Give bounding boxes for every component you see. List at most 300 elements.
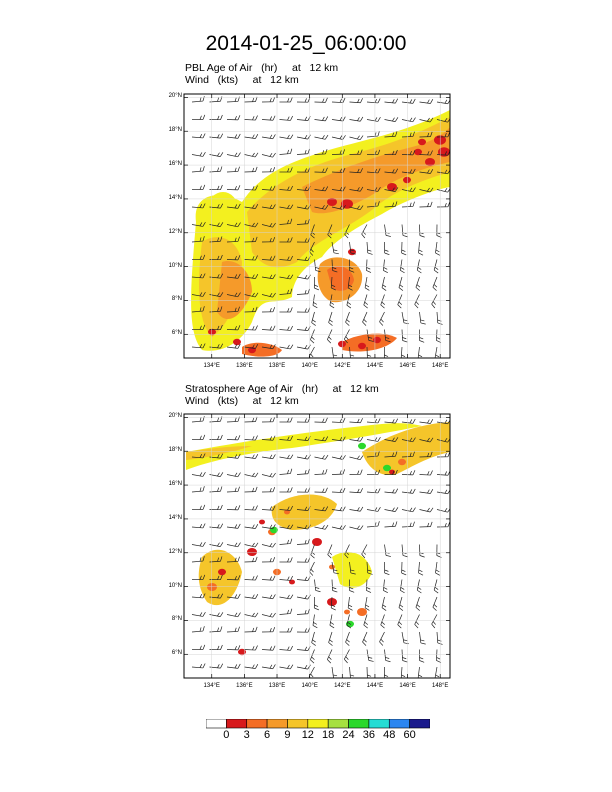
wind-barb [385,562,390,575]
pbl-field-deep-orange-se [342,334,397,352]
wind-barb [245,594,258,598]
strat-field-green-cell [383,465,391,471]
wind-barb [332,418,345,423]
strat-lon-label: 140°E [301,683,318,689]
wind-barb [329,632,333,646]
strat-field-red-cell [259,520,265,525]
wind-barb [398,295,402,309]
wind-barb [245,557,258,562]
wind-barb [402,562,407,575]
wind-barb [367,488,380,492]
wind-barb [402,545,408,557]
wind-barb [210,505,223,510]
wind-barb [313,615,317,628]
wind-barb [315,580,321,592]
wind-barb [280,307,293,312]
colorbar-swatch [287,719,307,728]
wind-barb [383,260,387,273]
wind-barb [332,525,346,529]
wind-barb [245,664,258,668]
wind-barb [297,595,310,599]
colorbar-swatch [226,719,246,728]
pbl-lat-label: 6°N [171,330,182,337]
wind-barb [332,488,345,493]
wind-barb [245,454,258,458]
wind-barb [280,576,293,580]
pbl-lon-label: 134°E [203,363,220,369]
pbl-lon-label: 144°E [366,363,384,369]
wind-barb [350,117,363,121]
strat-field-yellow-sw [332,552,372,588]
wind-barb [314,597,319,610]
wind-barb [367,507,380,511]
colorbar-swatch [410,719,430,728]
wind-barb [367,418,380,422]
strat-field-red-cell [247,548,257,556]
wind-barb [245,613,259,617]
wind-barb [310,562,315,576]
pbl-field-red-cell [327,198,337,206]
wind-barb [385,225,391,237]
wind-barb [315,469,328,474]
colorbar-swatch [369,719,389,728]
wind-barb [245,97,258,102]
wind-barb [192,152,205,156]
wind-barb [434,260,438,274]
wind-barb [262,664,275,668]
wind-barb [297,665,310,669]
wind-barb [420,508,434,512]
wind-barb [262,543,276,547]
wind-barb [297,98,310,103]
wind-barb [310,330,314,344]
wind-barb [262,326,275,331]
pbl-map [182,92,452,374]
colorbar-swatch [247,719,267,728]
wind-barb [437,202,450,207]
strat-field-red-cell [344,610,350,615]
wind-barb [332,347,338,359]
pbl-map-panel [182,92,452,374]
wind-barb [245,627,258,632]
wind-barb [364,615,368,629]
wind-barb [332,469,345,474]
pbl-field-red-cell [418,139,426,145]
wind-barb [402,118,416,122]
wind-barb [227,543,241,547]
wind-barb [400,260,404,273]
wind-barb [311,545,315,559]
strat-field-red-cell [357,608,367,616]
wind-barb [297,289,309,295]
strat-lat-label: 16°N [168,481,182,488]
wind-barb [402,650,407,663]
wind-barb [210,134,223,138]
wind-barb [366,260,371,273]
wind-barb [416,277,420,291]
wind-barb [437,522,450,527]
wind-barb [210,166,222,172]
wind-barb [245,646,258,651]
wind-barb [210,435,223,440]
colorbar-swatch [328,719,348,728]
wind-barb [419,562,423,575]
wind-barb [362,545,367,558]
wind-barb [350,488,363,493]
wind-barb [297,609,309,615]
strat-field-red-cell [389,470,395,475]
wind-barb [315,525,329,529]
wind-barb [435,562,439,575]
wind-barb [350,98,363,103]
wind-barb [362,225,367,238]
pbl-field-red-cell [425,158,435,166]
strat-lon-label: 148°E [431,683,449,689]
wind-barb [192,166,204,172]
wind-barb [210,524,223,528]
wind-barb [313,295,317,308]
wind-barb [280,97,293,102]
wind-barb [385,521,397,527]
wind-barb [344,650,349,664]
wind-barb [402,489,415,493]
wind-barb [367,437,380,441]
wind-barb [420,330,425,343]
wind-barb [364,295,368,309]
wind-barb [367,117,380,121]
wind-barb [433,277,437,291]
wind-barb [350,507,363,511]
pbl-lat-label: 10°N [168,262,182,269]
wind-barb [245,524,258,528]
colorbar-swatch [389,719,409,728]
wind-barb [398,615,402,629]
wind-barb [330,615,334,628]
wind-barb [420,545,425,558]
wind-barb [315,116,328,120]
wind-barb [420,225,425,238]
strat-field-red-cell [218,569,226,575]
wind-barb [227,613,241,617]
wind-barb [315,418,328,423]
wind-barb [437,225,442,238]
strat-lat-label: 12°N [168,548,182,555]
wind-barb [363,312,367,326]
wind-barb [346,312,350,326]
strat-lon-label: 134°E [203,683,220,689]
wind-barb [437,471,450,476]
wind-barb [297,418,310,423]
wind-barb [227,167,240,172]
wind-barb [227,487,240,492]
colorbar-swatch [349,719,369,728]
wind-barb [227,505,240,510]
wind-barb [434,580,438,594]
wind-barb [280,487,293,492]
wind-barb [227,627,240,632]
strat-field-gold-center [272,495,337,530]
wind-barb [327,650,332,664]
wind-barb [385,117,398,121]
pbl-lat-label: 18°N [168,127,182,134]
wind-barb [332,667,338,679]
colorbar-tick-label: 24 [342,729,355,741]
wind-barb [385,545,391,557]
wind-barb [417,580,421,594]
strat-lon-label: 138°E [268,683,286,689]
wind-barb [192,416,204,422]
wind-barb [227,185,240,190]
pbl-lon-label: 146°E [399,363,416,369]
wind-barb [297,149,309,155]
wind-barb [382,597,386,611]
wind-barb [262,167,275,172]
pbl-title-line1: PBL Age of Air (hr) at 12 km [185,62,339,74]
wind-barb [192,663,205,667]
wind-barb [262,307,275,312]
colorbar-swatch [308,719,328,728]
colorbar-tick-label: 9 [284,729,291,741]
strat-map-panel [182,412,452,694]
strat-lon-label: 146°E [399,683,416,689]
wind-barb [367,650,374,662]
colorbar-swatch [206,719,226,728]
wind-barb [420,202,433,207]
colorbar-tick-label: 3 [243,729,250,741]
wind-barb [262,557,275,562]
wind-barb [262,487,275,492]
wind-barb [280,557,293,562]
pbl-field-red-cell [387,183,397,191]
wind-barb [381,615,385,629]
wind-barb [192,612,205,616]
pbl-field-red-cell [403,177,411,183]
pbl-lat-label: 16°N [168,161,182,168]
wind-barb [245,487,258,492]
wind-barb [399,597,403,611]
wind-barb [280,116,293,120]
strat-lat-label: 6°N [171,650,182,657]
wind-barb [402,522,415,527]
pbl-field-red-cell [338,341,346,347]
wind-barb [280,345,293,349]
colorbar-labels [0,729,612,743]
wind-barb [367,131,379,137]
wind-barb [420,99,433,103]
strat-lon-label: 142°E [334,683,351,689]
wind-barb [297,539,309,545]
wind-barb [262,116,275,121]
pbl-lat-label: 20°N [168,93,182,100]
pbl-lat-label: 8°N [171,296,182,303]
wind-barb [245,116,258,121]
wind-barb [262,646,275,651]
strat-field-red-cell [329,565,335,570]
wind-barb [210,664,223,668]
wind-barb [350,526,364,530]
wind-barb [402,99,415,103]
wind-barb [437,489,450,493]
wind-barb [192,645,205,650]
wind-barb [280,135,293,139]
pbl-lon-label: 138°E [268,363,286,369]
wind-barb [382,277,386,291]
pbl-field-red-cell [358,343,366,349]
strat-lat-label: 18°N [168,447,182,454]
wind-barb [310,650,314,664]
wind-barb [328,545,332,559]
wind-barb [327,330,332,344]
wind-barb [297,345,310,349]
wind-barb [192,435,205,440]
pbl-lon-label: 140°E [301,363,318,369]
wind-barb [227,473,241,477]
wind-barb [245,506,258,511]
pbl-lon-label: 148°E [431,363,449,369]
strat-lat-label: 20°N [168,413,182,420]
wind-barb [227,664,240,668]
strat-title-line1: Stratosphere Age of Air (hr) at 12 km [185,383,379,395]
wind-barb [227,645,240,650]
wind-barb [297,628,310,633]
wind-barb [420,312,426,324]
pbl-lat-label: 12°N [168,228,182,235]
wind-barb [437,312,443,324]
wind-barb [363,632,367,646]
wind-barb [262,524,275,528]
wind-barb [297,116,310,120]
wind-barb [227,435,240,440]
wind-barb [315,135,329,139]
colorbar-swatch [267,719,287,728]
wind-barb [329,312,333,326]
wind-barb [227,153,241,157]
wind-barb [417,260,421,274]
wind-barb [297,558,310,563]
strat-field-green-cell [358,443,366,449]
strat-lat-label: 8°N [171,616,182,623]
wind-barb [385,507,398,511]
wind-barb [245,417,258,422]
wind-barb [350,470,363,475]
wind-barb [385,419,398,423]
pbl-lat-label: 14°N [168,194,182,201]
pbl-field-red-cell [373,337,381,343]
strat-lon-label: 136°E [236,683,253,689]
wind-barb [210,626,222,632]
wind-barb [415,295,420,309]
wind-barb [227,134,240,138]
wind-barb [437,99,450,103]
wind-barb [280,595,293,599]
wind-barb [315,488,328,493]
wind-barb [297,488,310,493]
wind-barb [280,469,292,475]
wind-barb [437,545,442,558]
wind-barb [262,153,276,157]
wind-barb [419,242,423,255]
pbl-title-line2: Wind (kts) at 12 km [185,74,299,86]
wind-barb [346,632,350,646]
colorbar-tick-label: 48 [383,729,396,741]
wind-barb [366,580,371,593]
wind-barb [245,543,259,547]
wind-barb [432,295,437,308]
wind-barb [297,455,310,459]
wind-barb [315,455,329,459]
wind-barb [245,436,258,441]
wind-barb [367,521,379,527]
wind-barb [297,135,310,139]
wind-barb [262,417,275,422]
wind-barb [192,626,204,632]
wind-barb [402,242,407,255]
wind-barb [420,419,433,423]
wind-barb [432,615,437,628]
wind-barb [437,419,450,423]
wind-barb [192,486,204,492]
wind-barb [262,97,275,102]
wind-barb [297,646,310,650]
wind-barb [380,312,385,326]
wind-barb [332,117,345,121]
wind-barb [381,295,385,309]
wind-barb [192,133,205,137]
page-title: 2014-01-25_06:00:00 [205,32,407,55]
wind-barb [420,489,433,493]
wind-barb [435,242,439,255]
wind-barb [245,153,259,157]
wind-barb [210,645,223,650]
wind-barb [416,597,420,611]
wind-barb [262,613,276,617]
wind-barb [245,134,258,138]
wind-barb [332,98,345,103]
wind-barb [420,650,425,663]
wind-barb [280,539,292,545]
wind-barb [280,326,293,330]
wind-barb [433,597,437,611]
wind-barb [332,580,337,593]
wind-barb [312,632,316,646]
wind-barb [280,609,292,615]
wind-barb [402,508,416,512]
strat-lat-label: 14°N [168,514,182,521]
pbl-lon-label: 142°E [334,363,351,369]
wind-barb [312,312,316,326]
wind-barb [365,597,369,610]
wind-barb [350,136,364,140]
wind-barb [262,134,275,138]
wind-barb [402,225,408,237]
wind-barb [400,580,404,593]
wind-barb [280,665,293,669]
wind-barb [399,277,403,291]
wind-barb [365,277,369,290]
wind-barb [420,471,433,476]
wind-barb [280,455,293,459]
wind-barb [437,632,443,644]
wind-barb [192,505,205,510]
wind-barb [297,576,310,580]
wind-barb [192,472,205,476]
wind-barb [385,489,398,493]
wind-barb [367,98,380,102]
wind-barb [297,308,310,313]
wind-barb [380,632,385,646]
wind-barb [385,99,398,103]
wind-barb [262,454,275,458]
